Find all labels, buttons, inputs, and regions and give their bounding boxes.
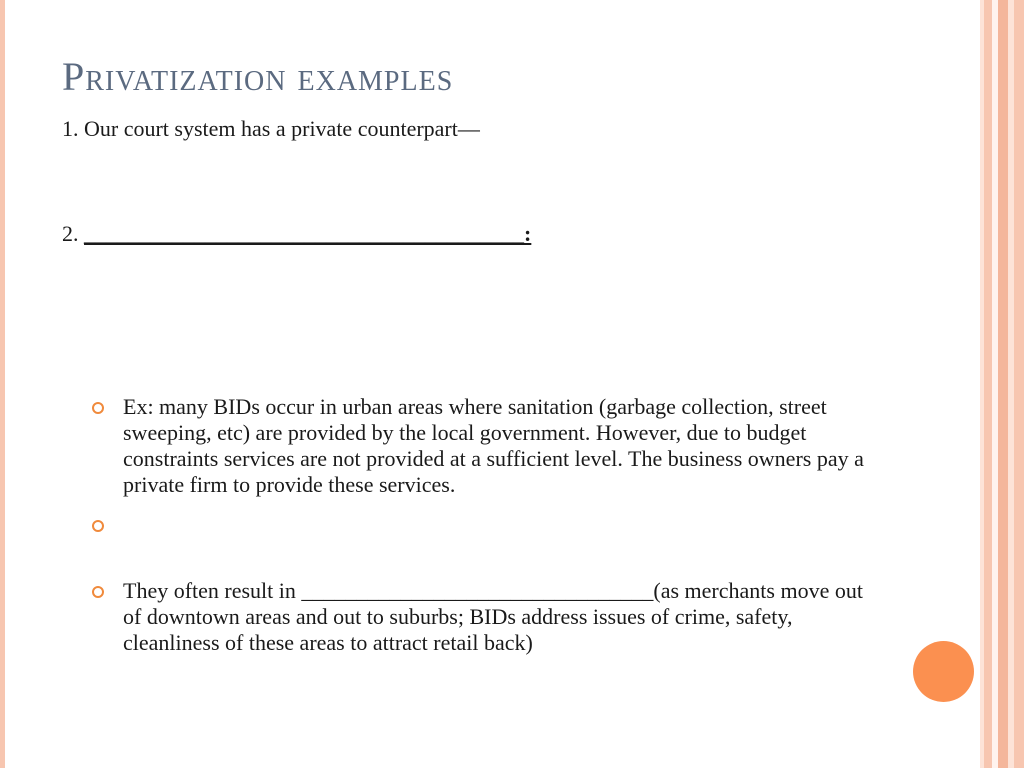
stripe: [984, 0, 992, 768]
slide-title: Privatization examples: [62, 54, 454, 99]
bullet-item-empty: [92, 512, 882, 538]
bullet-text: Ex: many BIDs occur in urban areas where sanitation (garbage collection, street sweeping, etc) are provided by the local government. However, due to budget constraints services are not provided at a sufficient level. The business owners pay a private firm to provide these services.: [123, 394, 864, 497]
bullet-circle-icon: [92, 402, 104, 414]
point-court-system: 1. Our court system has a private counterpart—: [62, 116, 480, 141]
bullet-text: They often result in ________________________________(as merchants move out of downtown areas and out to suburbs; BIDs address issues of crime, safety, cleanliness of these areas to attract retail back): [123, 578, 863, 655]
bullet-circle-icon: [92, 520, 104, 532]
decorative-right-stripes: [980, 0, 1024, 768]
point-number: 2.: [62, 221, 84, 246]
stripe: [998, 0, 1008, 768]
point-fill-in-blank: [62, 221, 531, 247]
bullet-item-bids-example: [92, 394, 882, 498]
bullet-circle-icon: [92, 586, 104, 598]
bullet-list: [92, 394, 882, 656]
stripe: [1014, 0, 1024, 768]
answer-blank: ________________________________________:: [84, 221, 532, 246]
decorative-orange-circle: [913, 641, 974, 702]
left-border-stripe: [0, 0, 5, 768]
bullet-item-result: [92, 578, 882, 656]
